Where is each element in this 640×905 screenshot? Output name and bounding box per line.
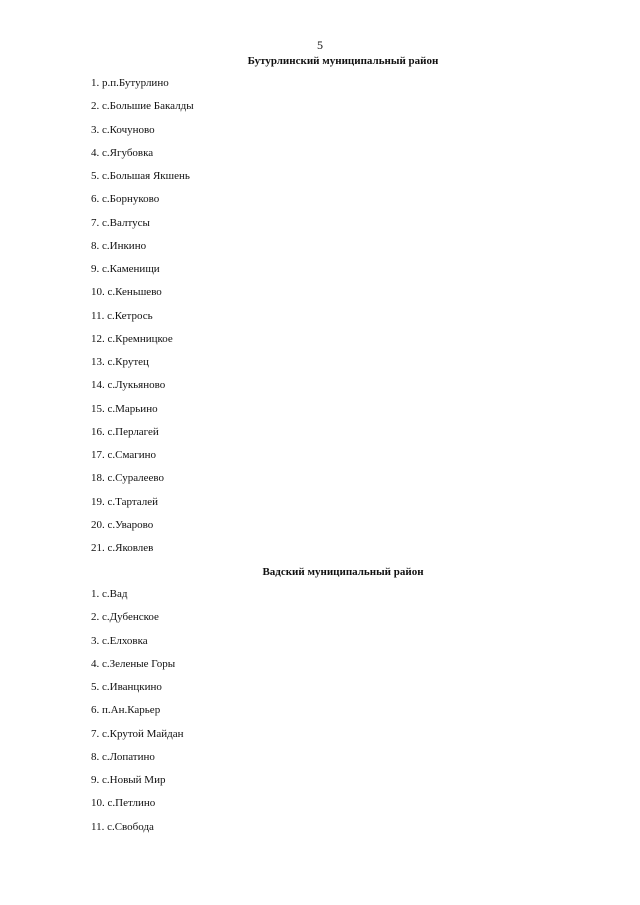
- list-item: 7. с.Крутой Майдан: [91, 727, 184, 740]
- list-item: 9. с.Каменищи: [91, 263, 160, 275]
- list-item: 12. с.Кремницкое: [91, 332, 173, 345]
- list-item: 6. п.Ан.Карьер: [91, 704, 161, 717]
- list-item: 4. с.Зеленые Горы: [91, 657, 176, 670]
- list-item: 19. с.Тарталей: [91, 495, 158, 508]
- list-item: 11. с.Кетрось: [91, 309, 153, 322]
- list-item: 15. с.Марьино: [91, 402, 158, 415]
- settlement-list-buturlinsky: [91, 76, 194, 564]
- list-item: 2. с.Дубенское: [91, 611, 159, 624]
- list-item: 13. с.Крутец: [91, 356, 149, 368]
- section-heading-buturlinsky: Бутурлинский муниципальный район: [247, 55, 439, 67]
- page-number: 5: [317, 38, 323, 52]
- list-item: 9. с.Новый Мир: [91, 774, 166, 786]
- list-item: 5. с.Большая Якшень: [91, 170, 190, 182]
- list-item: 18. с.Суралеево: [91, 472, 165, 485]
- list-item: 4. с.Ягубовка: [91, 146, 154, 159]
- list-item: 5. с.Иванцкино: [91, 681, 162, 693]
- list-item: 3. с.Елховка: [91, 634, 148, 647]
- list-item: 16. с.Перлагей: [91, 425, 159, 438]
- list-item: 2. с.Большие Бакалды: [91, 100, 194, 113]
- list-item: 6. с.Борнуково: [91, 193, 160, 206]
- list-item: 21. с.Яковлев: [91, 542, 154, 554]
- list-item: 8. с.Инкино: [91, 239, 147, 252]
- list-item: 14. с.Лукьяново: [91, 379, 166, 392]
- list-item: 8. с.Лопатино: [91, 750, 155, 763]
- list-item: 11. с.Свобода: [91, 820, 154, 833]
- list-item: 1. р.п.Бутурлино: [91, 77, 169, 89]
- list-item: 10. с.Петлино: [91, 797, 156, 810]
- list-item: 17. с.Смагино: [91, 449, 157, 461]
- settlement-list-vadsky: [91, 587, 184, 843]
- list-item: 20. с.Уварово: [91, 518, 154, 531]
- list-item: 3. с.Кочуново: [91, 123, 155, 136]
- section-heading-vadsky: Вадский муниципальный район: [262, 566, 424, 578]
- list-item: 7. с.Валтусы: [91, 216, 150, 229]
- list-item: 1. с.Вад: [91, 588, 128, 600]
- list-item: 10. с.Кеньшево: [91, 286, 162, 299]
